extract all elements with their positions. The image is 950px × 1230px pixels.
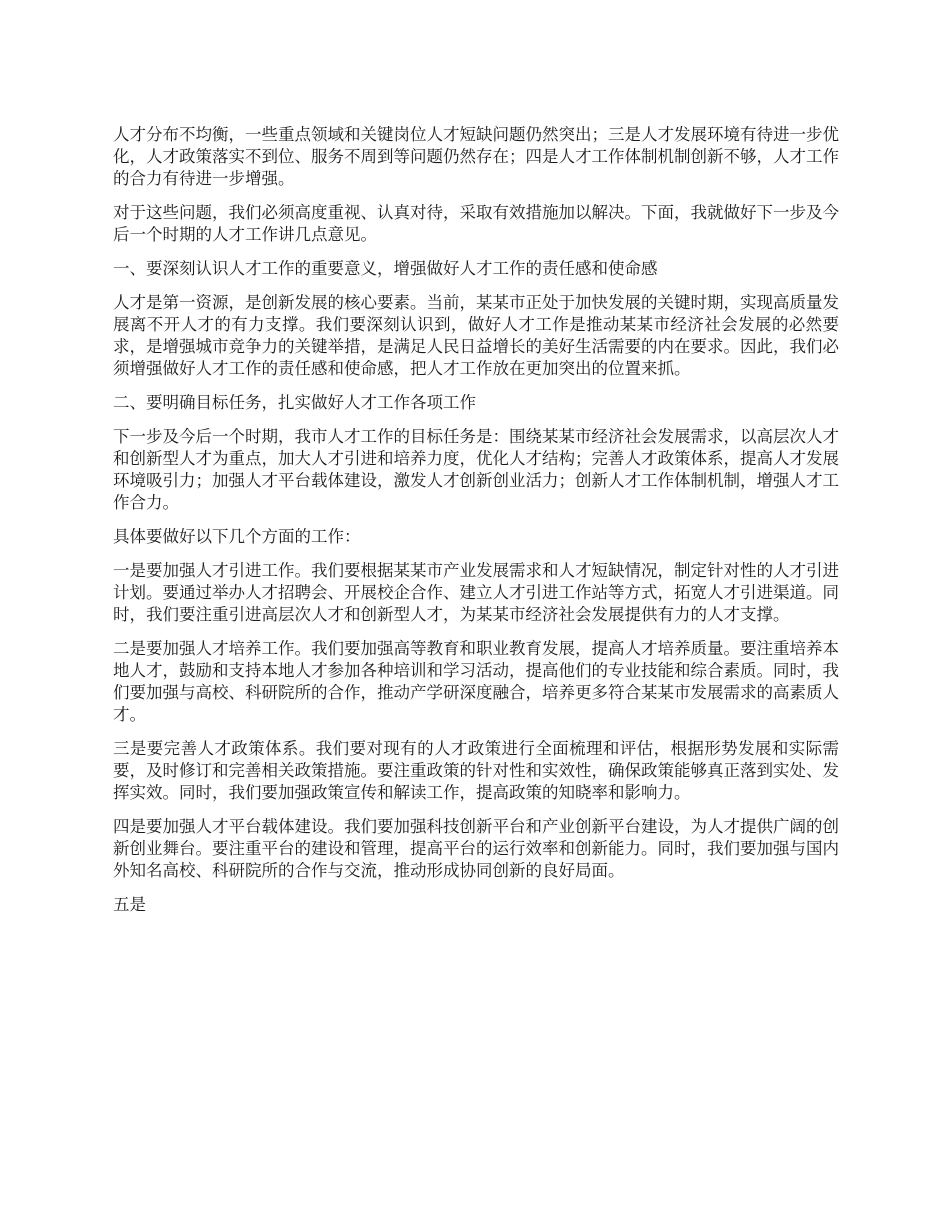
paragraph-platform-building: 四是要加强人才平台载体建设。我们要加强科技创新平台和产业创新平台建设，为人才提供广阔的创新创业舞台。要注重平台的建设和管理，提高平台的运行效率和创新能力。同时，我们要加强与国内外知名高校、科研院所的合作与交流，推动形成协同创新的良好局面。 — [113, 817, 839, 880]
section-heading-2: 二、要明确目标任务，扎实做好人才工作各项工作 — [113, 393, 476, 412]
paragraph-fifth-item: 五是 — [113, 895, 146, 914]
paragraph-talent-importance: 人才是第一资源，是创新发展的核心要素。当前，某某市正处于加快发展的关键时期，实现高质量发展离不开人才的有力支撑。我们要深刻认识到，做好人才工作是推动某某市经济社会发展的必然要求，是增强城市竞争力的关键举措，是满足人民日益增长的美好生活需要的内在要求。因此，我们必须增强做好人才工作的责任感和使命感，把人才工作放在更加突出的位置来抓。 — [113, 293, 839, 378]
document-body — [113, 124, 839, 928]
paragraph-goals: 下一步及今后一个时期，我市人才工作的目标任务是：围绕某某市经济社会发展需求，以高层次人才和创新型人才为重点，加大人才引进和培养力度，优化人才结构；完善人才政策体系，提高人才发展环境吸引力；加强人才平台载体建设，激发人才创新创业活力；创新人才工作体制机制，增强人才工作合力。 — [113, 427, 839, 512]
section-heading-1: 一、要深刻认识人才工作的重要意义，增强做好人才工作的责任感和使命感 — [113, 259, 658, 278]
paragraph-address-problems: 对于这些问题，我们必须高度重视、认真对待，采取有效措施加以解决。下面，我就做好下一步及今后一个时期的人才工作讲几点意见。 — [113, 203, 839, 244]
paragraph-talent-problems: 人才分布不均衡，一些重点领域和关键岗位人才短缺问题仍然突出；三是人才发展环境有待进一步优化，人才政策落实不到位、服务不周到等问题仍然存在；四是人才工作体制机制创新不够，人才工作的合力有待进一步增强。 — [113, 125, 839, 188]
paragraph-policy-system: 三是要完善人才政策体系。我们要对现有的人才政策进行全面梳理和评估，根据形势发展和实际需要，及时修订和完善相关政策措施。要注重政策的针对性和实效性，确保政策能够真正落到实处、发挥实效。同时，我们要加强政策宣传和解读工作，提高政策的知晓率和影响力。 — [113, 739, 839, 802]
paragraph-talent-training: 二是要加强人才培养工作。我们要加强高等教育和职业教育发展，提高人才培养质量。要注重培养本地人才，鼓励和支持本地人才参加各种培训和学习活动，提高他们的专业技能和综合素质。同时，我们要加强与高校、科研院所的合作，推动产学研深度融合，培养更多符合某某市发展需求的高素质人才。 — [113, 639, 839, 724]
paragraph-specific-work: 具体要做好以下几个方面的工作： — [113, 527, 361, 546]
paragraph-talent-introduction: 一是要加强人才引进工作。我们要根据某某市产业发展需求和人才短缺情况，制定针对性的人才引进计划。要通过举办人才招聘会、开展校企合作、建立人才引进工作站等方式，拓宽人才引进渠道。同时，我们要注重引进高层次人才和创新型人才，为某某市经济社会发展提供有力的人才支撑。 — [113, 561, 839, 624]
